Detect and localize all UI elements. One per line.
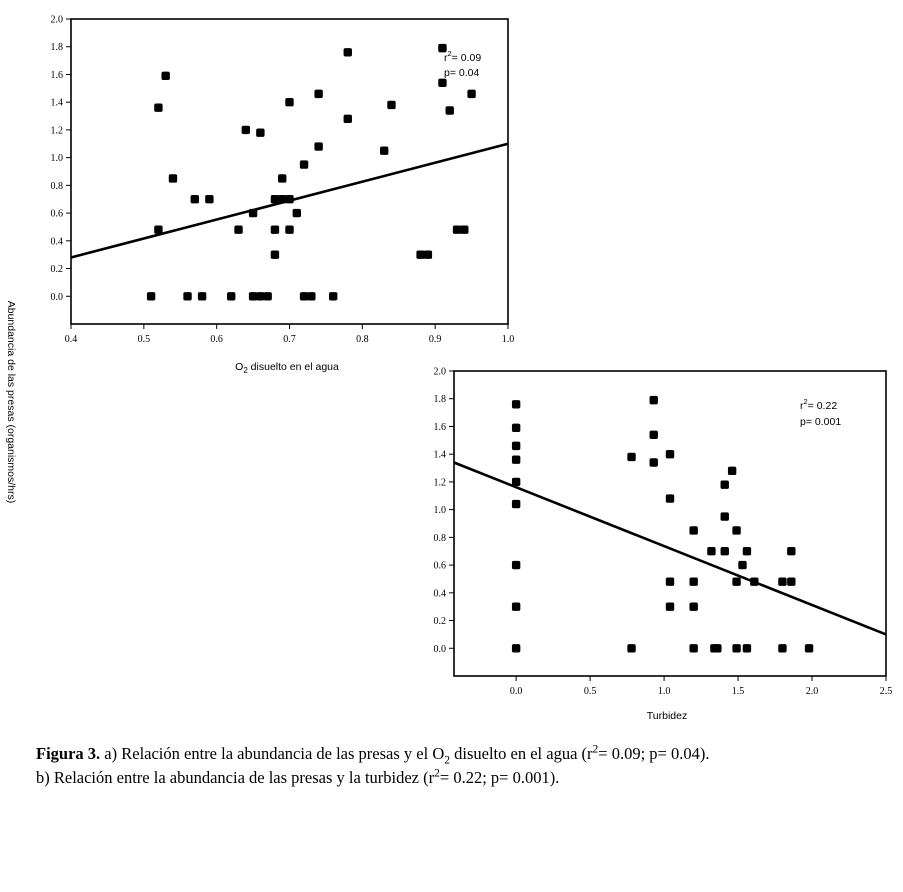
chart-a-x-ticks bbox=[65, 324, 515, 345]
data-point bbox=[147, 292, 155, 300]
data-point bbox=[689, 602, 697, 610]
x-tick-label: 0.8 bbox=[356, 334, 369, 345]
y-tick-label: 0.4 bbox=[433, 588, 446, 600]
x-tick-label: 0.7 bbox=[283, 334, 296, 345]
figure-label: Figura 3. bbox=[36, 744, 101, 763]
y-tick-label: 1.6 bbox=[50, 69, 63, 81]
data-point bbox=[627, 453, 635, 461]
data-point bbox=[300, 160, 308, 168]
y-tick-label: 0.6 bbox=[433, 560, 446, 572]
data-point bbox=[732, 644, 740, 652]
data-point bbox=[256, 128, 264, 136]
chart-b-turbidez bbox=[434, 367, 893, 723]
data-point bbox=[242, 126, 250, 134]
x-tick-label: 0.5 bbox=[583, 686, 597, 697]
y-tick-label: 1.8 bbox=[433, 394, 446, 406]
data-point bbox=[728, 467, 736, 475]
data-point bbox=[271, 226, 279, 234]
data-point bbox=[650, 431, 658, 439]
x-tick-label: 0.0 bbox=[509, 686, 523, 697]
data-point bbox=[293, 209, 301, 217]
data-point bbox=[307, 292, 315, 300]
data-point bbox=[732, 526, 740, 534]
regression-line bbox=[71, 144, 508, 258]
x-tick-label: 0.5 bbox=[137, 334, 151, 345]
y-tick-label: 0.8 bbox=[433, 532, 446, 544]
data-point bbox=[689, 578, 697, 586]
y-tick-label: 0.2 bbox=[433, 616, 446, 628]
data-point bbox=[666, 578, 674, 586]
data-point bbox=[512, 424, 520, 432]
data-point bbox=[416, 250, 424, 258]
data-point bbox=[512, 400, 520, 408]
data-point bbox=[446, 106, 454, 114]
data-point bbox=[721, 512, 729, 520]
y-tick-label: 1.0 bbox=[433, 505, 446, 517]
x-tick-label: 2.5 bbox=[879, 686, 893, 697]
chart-a-regression bbox=[71, 144, 508, 258]
x-tick-label: 1.0 bbox=[657, 686, 671, 697]
data-point bbox=[249, 292, 257, 300]
data-point bbox=[689, 526, 697, 534]
data-point bbox=[161, 72, 169, 80]
chart-a-r2: $r^2= 0.09$ bbox=[444, 49, 482, 64]
chart-a-x-axis-label: $O_2$ disuelto en el agua bbox=[235, 361, 339, 375]
data-point bbox=[732, 578, 740, 586]
data-point bbox=[778, 578, 786, 586]
data-point bbox=[721, 547, 729, 555]
y-tick-label: 1.2 bbox=[433, 477, 446, 489]
chart-a-points bbox=[147, 44, 476, 301]
data-point bbox=[721, 480, 729, 488]
data-point bbox=[314, 90, 322, 98]
data-point bbox=[205, 195, 213, 203]
chart-a-y-ticks bbox=[51, 15, 72, 303]
data-point bbox=[271, 195, 279, 203]
y-tick-label: 1.8 bbox=[50, 42, 63, 54]
data-point bbox=[256, 292, 264, 300]
x-tick-label: 0.9 bbox=[428, 334, 442, 345]
chart-a-plot-frame bbox=[71, 19, 508, 324]
x-tick-label: 2.0 bbox=[805, 686, 819, 697]
chart-b-p-value: p= 0.001 bbox=[800, 416, 842, 428]
y-tick-label: 0.6 bbox=[50, 208, 63, 220]
data-point bbox=[707, 547, 715, 555]
chart-a-o2 bbox=[51, 15, 515, 376]
data-point bbox=[627, 644, 635, 652]
data-point bbox=[191, 195, 199, 203]
x-tick-label: 1.5 bbox=[731, 686, 745, 697]
data-point bbox=[271, 250, 279, 258]
y-tick-label: 0.8 bbox=[50, 180, 63, 192]
figure-caption bbox=[36, 742, 896, 790]
data-point bbox=[169, 174, 177, 182]
data-point bbox=[512, 561, 520, 569]
y-tick-label: 0.2 bbox=[50, 264, 63, 276]
data-point bbox=[512, 456, 520, 464]
y-tick-label: 0.0 bbox=[433, 643, 446, 655]
data-point bbox=[453, 226, 461, 234]
data-point bbox=[743, 547, 751, 555]
data-point bbox=[467, 90, 475, 98]
data-point bbox=[512, 500, 520, 508]
data-point bbox=[438, 79, 446, 87]
chart-a-p-value: p= 0.04 bbox=[444, 67, 480, 79]
data-point bbox=[743, 644, 751, 652]
y-tick-label: 2.0 bbox=[50, 14, 63, 26]
data-point bbox=[285, 98, 293, 106]
data-point bbox=[805, 644, 813, 652]
data-point bbox=[285, 226, 293, 234]
y-tick-label: 0.0 bbox=[50, 291, 63, 303]
data-point bbox=[227, 292, 235, 300]
data-point bbox=[512, 442, 520, 450]
data-point bbox=[387, 101, 395, 109]
data-point bbox=[183, 292, 191, 300]
data-point bbox=[380, 147, 388, 155]
data-point bbox=[689, 644, 697, 652]
data-point bbox=[314, 142, 322, 150]
y-axis-label: Abundancia de las presas (organismos/hrs) bbox=[5, 300, 17, 504]
data-point bbox=[460, 226, 468, 234]
data-point bbox=[344, 115, 352, 123]
data-point bbox=[787, 578, 795, 586]
data-point bbox=[263, 292, 271, 300]
data-point bbox=[512, 602, 520, 610]
chart-b-points bbox=[512, 396, 813, 653]
data-point bbox=[666, 450, 674, 458]
y-tick-label: 0.4 bbox=[50, 236, 63, 248]
x-tick-label: 1.0 bbox=[501, 334, 515, 345]
data-point bbox=[154, 104, 162, 112]
data-point bbox=[713, 644, 721, 652]
data-point bbox=[512, 644, 520, 652]
chart-b-x-ticks bbox=[510, 676, 892, 697]
chart-b-y-ticks bbox=[434, 367, 455, 655]
chart-b-x-axis-label: Turbidez bbox=[646, 710, 688, 722]
data-point bbox=[666, 494, 674, 502]
data-point bbox=[666, 602, 674, 610]
data-point bbox=[738, 561, 746, 569]
data-point bbox=[278, 174, 286, 182]
data-point bbox=[329, 292, 337, 300]
data-point bbox=[778, 644, 786, 652]
y-tick-label: 1.0 bbox=[50, 153, 63, 165]
data-point bbox=[650, 396, 658, 404]
data-point bbox=[300, 292, 308, 300]
y-tick-label: 2.0 bbox=[433, 366, 446, 378]
y-tick-label: 1.4 bbox=[50, 97, 63, 109]
y-tick-label: 1.2 bbox=[50, 125, 63, 137]
x-tick-label: 0.6 bbox=[210, 334, 223, 345]
chart-b-r2: $r^2= 0.22$ bbox=[800, 397, 838, 412]
data-point bbox=[234, 226, 242, 234]
data-point bbox=[198, 292, 206, 300]
data-point bbox=[424, 250, 432, 258]
y-tick-label: 1.6 bbox=[433, 421, 446, 433]
x-tick-label: 0.4 bbox=[64, 334, 78, 345]
data-point bbox=[344, 48, 352, 56]
caption-line-1: Figura 3. a) Relación entre la abundancia de las presas y el $O_2$ disuelto en el agua ($r^2= 0.09$; p= 0.04). bbox=[36, 743, 710, 767]
data-point bbox=[650, 458, 658, 466]
y-tick-label: 1.4 bbox=[433, 449, 446, 461]
data-point bbox=[787, 547, 795, 555]
caption-line-2: b) Relación entre la abundancia de las presas y la turbidez ($r^2= 0.22$; p= 0.001). bbox=[36, 767, 560, 787]
